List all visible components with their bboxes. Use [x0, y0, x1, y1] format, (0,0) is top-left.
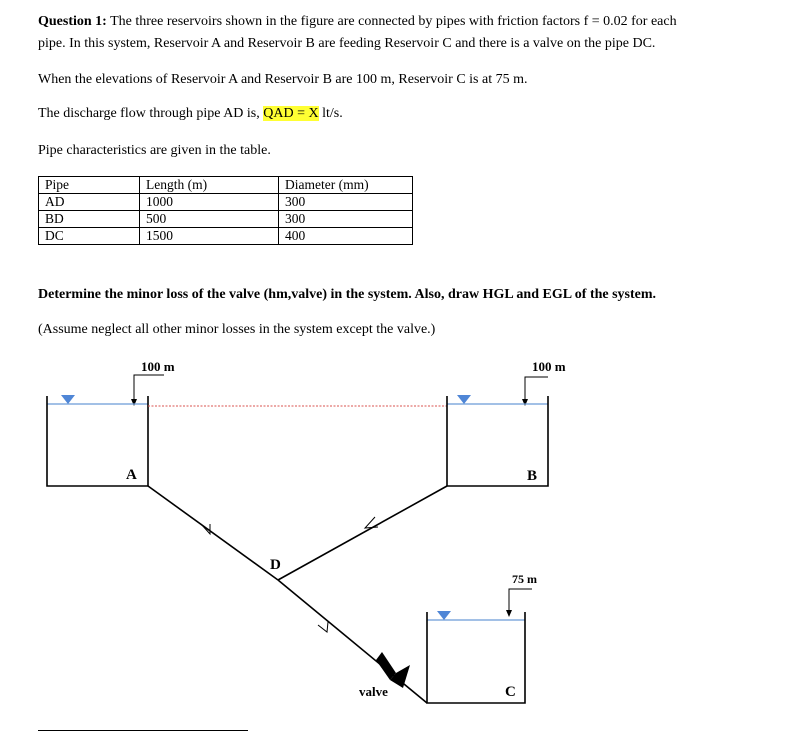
table-cell: 1000 [140, 194, 279, 211]
water-level-icon [61, 395, 75, 404]
bottom-divider [38, 730, 248, 731]
water-level-icon [437, 611, 451, 620]
table-header-row [39, 177, 413, 194]
question-line-2: pipe. In this system, Reservoir A and Reservoir B are feeding Reservoir C and there is a valve on the pipe DC. [38, 36, 656, 51]
determine-text: Determine the minor loss of the valve (hm,valve) in the system. Also, draw HGL and EGL of the system. [38, 287, 657, 302]
table-cell: 1500 [140, 228, 279, 245]
table-cell: 500 [140, 211, 279, 228]
discharge-text [38, 104, 343, 124]
pipe-dc [278, 580, 427, 703]
flow-arrow-ad [201, 524, 210, 534]
table-row [39, 194, 413, 211]
reservoir-a [47, 395, 148, 486]
pipe-bd [278, 486, 447, 580]
label-a: A [126, 467, 137, 483]
table-row [39, 228, 413, 245]
pipe-table [38, 176, 413, 245]
table-cell: AD [39, 194, 140, 211]
label-b: B [527, 468, 538, 484]
flow-arrow-bd [365, 517, 378, 528]
elevations-text: When the elevations of Reservoir A and Reservoir B are 100 m, Reservoir C is at 75 m. [38, 72, 528, 87]
elevation-leader-c [506, 589, 532, 617]
table-cell: 300 [279, 194, 413, 211]
discharge-highlight: QAD = X [263, 106, 319, 121]
valve-label: valve [359, 684, 388, 699]
elevation-leader-a [131, 375, 164, 406]
flow-arrow-dc [318, 622, 328, 632]
water-level-icon [457, 395, 471, 404]
label-d: D [270, 557, 281, 573]
question-text-1: The three reservoirs shown in the figure are connected by pipes with friction factors f = 0.02 for each [106, 14, 677, 29]
question-line-1 [38, 12, 677, 32]
elevation-label-a: 100 m [141, 359, 175, 374]
table-cell: 400 [279, 228, 413, 245]
discharge-prefix: The discharge flow through pipe AD is, [38, 106, 264, 121]
discharge-suffix: lt/s. [318, 106, 343, 121]
table-cell: BD [39, 211, 140, 228]
pipe-intro-text: Pipe characteristics are given in the table. [38, 143, 271, 158]
assumption-text: (Assume neglect all other minor losses in the system except the valve.) [38, 322, 436, 337]
elevation-leader-b [522, 377, 548, 406]
label-c: C [505, 684, 516, 700]
table-header: Length (m) [140, 177, 279, 194]
table-cell: 300 [279, 211, 413, 228]
table-cell: DC [39, 228, 140, 245]
table-header: Diameter (mm) [279, 177, 413, 194]
reservoir-b [447, 395, 548, 486]
question-heading: Question 1: [38, 14, 107, 29]
pipe-ad [148, 486, 278, 580]
reservoir-c [427, 611, 525, 703]
table-header: Pipe [39, 177, 140, 194]
valve-icon [376, 652, 410, 688]
elevation-label-c: 75 m [512, 572, 537, 586]
table-row [39, 211, 413, 228]
elevation-label-b: 100 m [532, 359, 566, 374]
